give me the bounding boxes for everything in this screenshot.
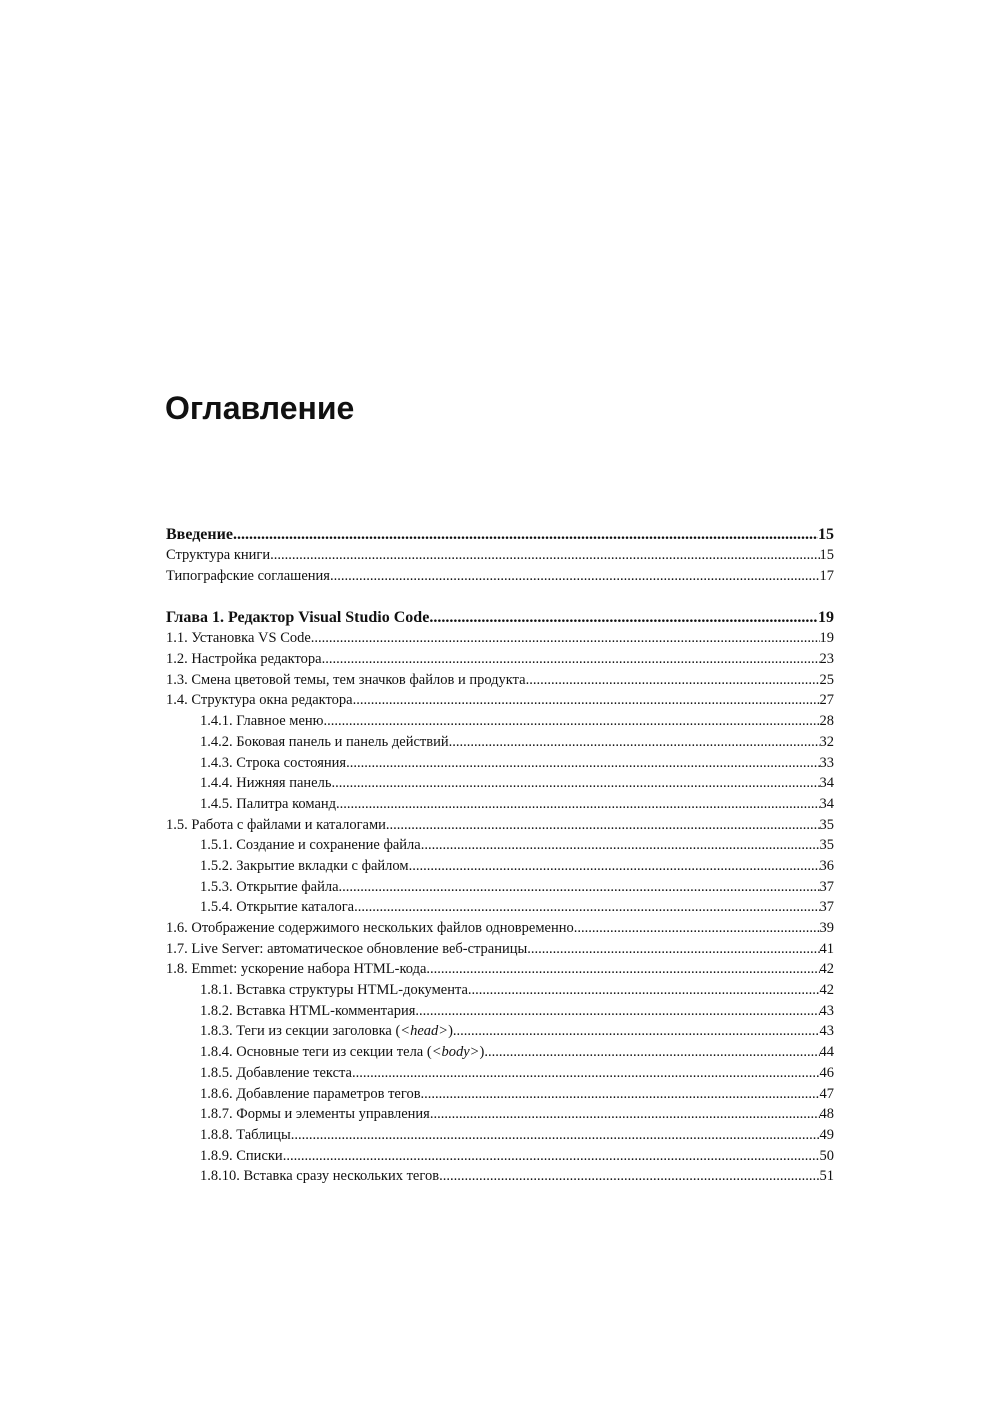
toc-entry-page: 19: [818, 609, 834, 627]
toc-entry-title: 1.8. Emmet: ускорение набора HTML-кода: [166, 961, 427, 978]
toc-leader-dots: [331, 773, 819, 794]
toc-entry-page: 42: [819, 982, 834, 999]
toc-entry-title: Типографские соглашения: [166, 567, 330, 584]
toc-entry-title: 1.8.9. Списки: [200, 1147, 283, 1164]
toc-entry-chapter-1[interactable]: [166, 607, 834, 628]
toc-entry[interactable]: [166, 856, 834, 877]
toc-entry-page: 34: [819, 795, 834, 812]
toc-entry-page: 39: [819, 920, 834, 936]
toc-leader-dots: [322, 649, 820, 670]
toc-entry-page: 51: [819, 1168, 834, 1185]
toc-entry[interactable]: [166, 1042, 834, 1063]
toc-entry[interactable]: [166, 545, 834, 566]
toc-entry-title: 1.8.6. Добавление параметров тегов: [200, 1085, 421, 1102]
toc-entry[interactable]: [166, 566, 834, 587]
toc-entry-page: 27: [819, 692, 834, 709]
toc-entry-page: 41: [819, 940, 834, 957]
toc-entry-title: 1.6. Отображение содержимого нескольких файлов одновременно: [166, 920, 574, 936]
toc-entry-title: 1.5.1. Создание и сохранение файла: [200, 837, 421, 854]
toc-entry-page: 17: [819, 567, 834, 584]
toc-entry-title: 1.8.7. Формы и элементы управления: [200, 1106, 430, 1123]
toc-leader-dots: [330, 566, 820, 587]
toc-entry[interactable]: [166, 753, 834, 774]
toc-entry-title: Введение: [166, 526, 233, 543]
toc-entry[interactable]: [166, 1166, 834, 1187]
toc-entry-page: 25: [819, 671, 834, 688]
toc-leader-dots: [430, 1104, 820, 1125]
toc-entry[interactable]: [166, 918, 834, 939]
toc-entry[interactable]: [166, 1146, 834, 1167]
toc-entry[interactable]: [166, 690, 834, 711]
toc-entry[interactable]: [166, 939, 834, 960]
toc-entry-page: 37: [819, 878, 834, 895]
toc-entry-title: 1.8.8. Таблицы: [200, 1126, 291, 1143]
toc-entry-title: 1.4.2. Боковая панель и панель действий: [200, 733, 449, 750]
toc-entry[interactable]: [166, 959, 834, 980]
toc-leader-dots: [574, 918, 820, 939]
toc-entry-title-em: <body>: [431, 1044, 480, 1061]
toc-entry-title: 1.8.5. Добавление текста: [200, 1064, 352, 1081]
toc-leader-dots: [409, 856, 820, 877]
toc-entry[interactable]: [166, 794, 834, 815]
toc-entry[interactable]: [166, 1021, 834, 1042]
toc-entry-title: 1.5. Работа с файлами и каталогами: [166, 816, 386, 833]
toc-entry-title: Глава 1. Редактор Visual Studio Code: [166, 609, 430, 627]
toc-entry-page: 15: [819, 547, 834, 563]
toc-entry[interactable]: [166, 649, 834, 670]
toc-leader-dots: [233, 524, 818, 545]
toc-entry[interactable]: [166, 711, 834, 732]
toc-entry[interactable]: [166, 815, 834, 836]
toc-leader-dots: [291, 1125, 820, 1146]
toc-entry-title: 1.5.3. Открытие файла: [200, 878, 339, 895]
toc-entry[interactable]: [166, 732, 834, 753]
toc-entry-title: 1.8.1. Вставка структуры HTML-документа: [200, 982, 468, 999]
toc-entry-title-pre: 1.8.4. Основные теги из секции тела (: [200, 1044, 432, 1061]
toc-entry-title-em: <head>: [400, 1023, 449, 1040]
page-title: Оглавление: [165, 390, 355, 426]
toc-leader-dots: [439, 1166, 819, 1187]
toc-leader-dots: [339, 877, 820, 898]
toc-entry-title: 1.4.3. Строка состояния: [200, 754, 347, 771]
toc-leader-dots: [426, 959, 819, 980]
toc-leader-dots: [270, 545, 819, 566]
toc-entry-page: 49: [819, 1126, 834, 1143]
toc-entry-page: 43: [819, 1023, 834, 1040]
table-of-contents: [166, 524, 834, 1187]
toc-entry-title: 1.8.10. Вставка сразу нескольких тегов: [200, 1168, 440, 1185]
toc-leader-dots: [527, 939, 819, 960]
toc-entry[interactable]: [166, 1084, 834, 1105]
toc-entry-page: 43: [819, 1002, 834, 1019]
toc-entry-title-pre: 1.8.3. Теги из секции заголовка (: [200, 1023, 401, 1040]
toc-entry-page: 36: [819, 857, 834, 874]
toc-entry-title: 1.1. Установка VS Code: [166, 630, 311, 647]
toc-leader-dots: [354, 897, 819, 918]
toc-entry-title: 1.4.4. Нижняя панель: [200, 775, 332, 792]
toc-leader-dots: [429, 607, 818, 628]
toc-entry-page: 46: [819, 1064, 834, 1081]
toc-entry[interactable]: [166, 1104, 834, 1125]
toc-leader-dots: [324, 711, 820, 732]
toc-leader-dots: [346, 753, 819, 774]
toc-leader-dots: [311, 628, 820, 649]
toc-entry-title: 1.5.2. Закрытие вкладки с файлом: [200, 857, 409, 874]
toc-entry-intro[interactable]: [166, 524, 834, 545]
toc-leader-dots: [352, 1063, 820, 1084]
toc-entry[interactable]: [166, 980, 834, 1001]
toc-entry-page: 23: [819, 651, 834, 668]
toc-leader-dots: [386, 815, 820, 836]
toc-leader-dots: [421, 1084, 820, 1105]
toc-entry-title: 1.3. Смена цветовой темы, тем значков файлов и продукта: [166, 671, 526, 688]
toc-entry-page: 35: [819, 816, 834, 833]
toc-entry-title: Структура книги: [166, 547, 271, 563]
toc-entry-page: 35: [819, 837, 834, 854]
toc-entry[interactable]: [166, 897, 834, 918]
toc-leader-dots: [336, 794, 819, 815]
toc-entry[interactable]: [166, 835, 834, 856]
toc-entry-page: 42: [819, 961, 834, 978]
toc-entry[interactable]: [166, 877, 834, 898]
toc-entry-title: 1.5.4. Открытие каталога: [200, 899, 355, 916]
toc-entry-title: [200, 1021, 453, 1042]
toc-leader-dots: [283, 1146, 820, 1167]
toc-leader-dots: [468, 980, 820, 1001]
toc-entry[interactable]: [166, 1001, 834, 1022]
toc-entry-page: 47: [819, 1085, 834, 1102]
toc-leader-dots: [484, 1042, 819, 1063]
toc-entry-page: 15: [818, 526, 834, 543]
toc-leader-dots: [353, 690, 820, 711]
toc-entry-page: 33: [819, 754, 834, 771]
toc-leader-dots: [415, 1001, 819, 1022]
toc-entry-title: 1.4. Структура окна редактора: [166, 692, 353, 709]
toc-entry-page: 48: [819, 1106, 834, 1123]
toc-entry-page: 34: [819, 775, 834, 792]
toc-entry-page: 37: [819, 899, 834, 916]
toc-entry-title: 1.4.1. Главное меню: [200, 713, 324, 730]
toc-entry[interactable]: [166, 1063, 834, 1084]
toc-entry-page: 44: [819, 1044, 834, 1061]
toc-entry[interactable]: [166, 773, 834, 794]
toc-entry-page: 50: [819, 1147, 834, 1164]
toc-entry-page: 28: [819, 713, 834, 730]
toc-leader-dots: [421, 835, 820, 856]
toc-entry-page: 19: [819, 630, 834, 647]
toc-entry-title: [200, 1042, 484, 1063]
toc-leader-dots: [449, 732, 820, 753]
toc-entry-title: 1.7. Live Server: автоматическое обновление веб-страницы: [166, 940, 528, 957]
toc-entry[interactable]: [166, 670, 834, 691]
toc-entry-page: 32: [819, 733, 834, 750]
toc-entry-title-post: ): [479, 1044, 485, 1061]
toc-entry-title: 1.2. Настройка редактора: [166, 651, 322, 668]
toc-entry[interactable]: [166, 628, 834, 649]
toc-entry-title: 1.4.5. Палитра команд: [200, 795, 337, 812]
toc-leader-dots: [526, 670, 820, 691]
toc-entry-title-post: ): [448, 1023, 453, 1040]
toc-leader-dots: [453, 1021, 820, 1042]
section-gap: [166, 586, 834, 607]
toc-entry[interactable]: [166, 1125, 834, 1146]
toc-entry-title: 1.8.2. Вставка HTML-комментария: [200, 1002, 416, 1019]
